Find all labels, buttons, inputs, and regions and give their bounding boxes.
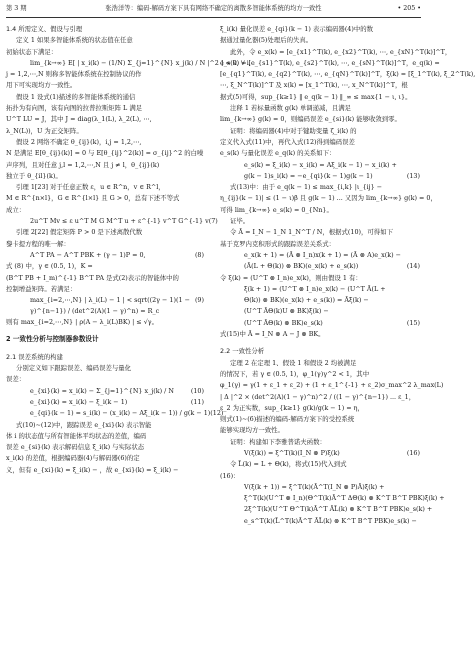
equation-body: (Ā(L + Θ(k)) ⊗ BK)(e_x(k) + e_s(k)): [244, 262, 359, 271]
equation-body: g(k − 1)s_i(k) = −e_{qi}(k − 1)g(k − 1): [244, 171, 373, 180]
text-line: 基于克罗内克积形式的跟踪误差关系式：: [220, 239, 336, 248]
equation: [6, 386, 206, 397]
equation-body: Θ(k)) ⊗ BK)(e_x(k) + e_s(k)) = Āξ(k) −: [244, 296, 369, 305]
equation: [220, 482, 422, 493]
equation: [220, 516, 422, 527]
text-line: 证毕。: [230, 217, 250, 226]
equation: [220, 284, 422, 295]
text-line: 则有 max_{i=2,⋯,N} | ρ(A − λ_i(L)BK) | ≤ √γ。: [6, 318, 158, 327]
equation: [220, 295, 422, 306]
text-line: (B^T PB + I_m)^{-1} B^T PA 是式(2)表示的智能体中的: [6, 273, 179, 282]
page-number: • 205 •: [397, 5, 421, 12]
equation-body: ξ(k + 1) = (U^T ⊗ I_n)e_x(k) − (U^T Ā(L +: [244, 284, 386, 293]
equation-body: V(ξ(k)) = ξ^T(k)(I_N ⊗ P)ξ(k): [244, 448, 340, 457]
text-line: 控制增益矩阵。若满足：: [6, 284, 77, 293]
subsection-heading: 1.4 所需定义、假设与引理: [6, 25, 83, 33]
text-line: e_s(k) 与量化误差 e_q(k) 的关系如下：: [220, 149, 336, 158]
equation: [220, 261, 422, 272]
equation-number: (11): [190, 397, 204, 406]
text-line: 分别定义如下跟踪误差、编码误差与量化: [16, 364, 132, 373]
text-line: 误差：: [6, 375, 26, 384]
text-line: 据通过量化器(5)处理后的失真。: [220, 36, 313, 45]
equation: [220, 171, 422, 182]
text-line: 体 i 的状态值与所有智能体平均状态的差值，编码: [6, 431, 147, 440]
page-header: [6, 3, 421, 15]
running-title: 张浩洋等：编码-解码方案下具有网络不确定的离散多智能体系统的均方一致性: [105, 5, 322, 12]
header-rule: [6, 17, 421, 18]
equation-body: (U^T ĀΘ(k)U ⊗ BK)ξ(k) −: [244, 307, 329, 316]
equation-body: V(ξ(k + 1)) = ξ^T(k)(Ā^T(I_N ⊗ P)Ā)ξ(k) +: [244, 482, 385, 491]
equation-body: A^T PA − A^T PBK + (γ − 1)P = 0,: [30, 250, 146, 259]
text-line: 令 L̃(k) = L + Θ(k)，将式(15)代入到式: [230, 460, 347, 469]
text-line: 引理 2[22] 假定矩阵 P > 0 是下述离散代数: [16, 228, 143, 237]
text-line: 黎卡提方程的唯一解：: [6, 239, 70, 248]
equation: [220, 250, 422, 261]
equation: [6, 408, 224, 419]
equation: [220, 318, 422, 329]
equation: [6, 250, 206, 261]
text-line: 声序列，且对任意 j,l = 1,2,⋯,N 且 j ≠ l，θ_{ij}(k): [6, 160, 160, 169]
equation-number: (10): [190, 386, 204, 395]
equation: [220, 448, 422, 459]
text-line: ⋯, ξ_N^T(k)]^T 及 x(k) = [x_1^T(k), ⋯, x_N^T(k)]^T，根: [220, 81, 408, 90]
text-line: N 是满足 E[θ_{ij}(k)] = 0 与 E[θ_{ij}^2(k)] = σ_{ij}^2 的白噪: [6, 149, 204, 158]
text-line: 式 (8) 中，γ ∈ (0.5, 1)，K =: [6, 262, 93, 271]
text-line: lim_{k→∞} g(k) = 0，则编码误差 e_{si}(k) 能够收敛到零。: [220, 115, 401, 124]
text-line: 引理 1[23] 对于任意正数 ε，u ∈ R^n，v ∈ R^l，: [16, 183, 165, 192]
equation: [6, 397, 206, 408]
text-line: 的情况下，若 γ ∈ (0.5, 1)，φ_1(γ)γ^2 < 1，其中: [220, 369, 370, 378]
text-line: 式(15)中 Ā = I_N ⊗ A − J ⊗ BK。: [220, 330, 325, 339]
equation-number: (8): [194, 250, 204, 259]
text-line: 用下可实现均方一致性。: [6, 81, 77, 90]
text-line: 式(13)中：由于 e_q(k − 1) ≤ max_{i,k} |ι_{ij} −: [230, 183, 383, 192]
text-line: 令 ξ(k) = (U^T ⊗ I_n)e_x(k)，则由假设 1 有：: [220, 273, 362, 282]
subsection-heading: 2.2 一致性分析: [220, 347, 265, 356]
equation-body: lim_{k→∞} E[ | x_i(k) − (1/N) Σ_{j=1}^{N} x_j(k) / N |^2 ] = 0, ∀ i,: [30, 58, 251, 67]
equation-body: e_{qi}(k − 1) = s_i(k) − (x_i(k) − Aξ_i(k − 1)) / g(k − 1): [30, 409, 211, 418]
equation-number: (9): [194, 296, 204, 305]
equation: [220, 160, 422, 171]
equation-body: e_x(k + 1) = (Ā ⊗ I_n)x(k + 1) = (Ā ⊗ A)e_x(k) −: [244, 250, 402, 259]
text-line: 成立：: [6, 205, 26, 214]
equation: [6, 295, 206, 317]
text-line: M ∈ R^{n×l}，G ∈ R^{l×l} 且 G > 0，总有下述不等式: [6, 194, 180, 203]
text-line: 式(10)∼(12)中，跟踪误差 e_{xi}(k) 表示智能: [16, 420, 152, 429]
text-line: 证明：将编码器(4)中对于键助变量 ζ_i(k) 的: [230, 126, 357, 135]
text-line: 初始状态下满足：: [6, 47, 58, 56]
equation-body: e_s^T(k)(L̃^T(k)Ā^T ĀL̃(k) ⊗ K^T B^T PBK)e_s(k) −: [244, 516, 417, 525]
equation-number: (14): [406, 262, 420, 271]
text-line: λ_N(L))，U 为正交矩阵。: [6, 126, 83, 135]
text-line: 则式(1)∼(6)描述的编码-解码方案下的受控系统: [220, 415, 355, 424]
text-line: U^T LU = J，其中 J = diag(λ_1(L), λ_2(L), ⋯,: [6, 115, 152, 124]
text-line: 证明：构建如下李雅普诺夫函数：: [230, 437, 326, 446]
subsection-heading: 2.1 误差系统的构建: [6, 352, 63, 361]
equation-number: (12): [210, 409, 224, 418]
text-line: 可得 lim_{k→∞} e_s(k) = 0_{Nn}。: [220, 205, 333, 214]
text-line: e_s(k) = [e_{s1}^T(k), e_{s2}^T(k), ⋯, e_{sN}^T(k)]^T，e_q(k) =: [220, 58, 440, 67]
text-line: 义，但有 e_{xi}(k) = ξ_i(k) − ，故 e_{xi}(k) = ξ_i(k) −: [6, 465, 179, 474]
text-line: 令 Ā = I_N − 1_N 1_N^T / N，根据式(10)，可得如下: [230, 228, 393, 237]
equation: [220, 306, 422, 317]
equation-number: (15): [406, 318, 420, 327]
equation-body: e_{xi}(k) = x_i(k) − Σ_{j=1}^{N} x_j(k) / N: [30, 386, 174, 395]
text-line: 此外，令 e_x(k) = [e_{x1}^T(k), e_{x2}^T(k), ⋯, e_{xN}^T(k)]^T，: [230, 47, 452, 56]
equation-number: (16): [406, 448, 420, 457]
text-line: 假设 1 设式(1)描述的多智能体系统的通信: [16, 92, 136, 101]
issue-label: 第 3 期: [6, 5, 27, 12]
text-line: φ_1(γ) = γ(1 + ε_1 + ε_2) + (1 + ε_1^{-1} + ε_2)σ_max^2 λ_max(L): [220, 381, 444, 390]
equation: [6, 58, 251, 69]
equation: [220, 504, 433, 515]
equation-body: (U^T ĀΘ(k) ⊗ BK)e_s(k): [244, 318, 323, 327]
text-line: ξ_i(k) 量化误差 e_{qi}(k − 1) 表示编码器(4)中的数: [220, 25, 374, 33]
text-line: η_{ij}(k − 1)| ≤ (1 − ι)β 且 g(k − 1) ... 又因为 lim_{k→∞} g(k) = 0，: [220, 194, 437, 203]
section-heading: 2 一致性分析与控制器参数设计: [6, 335, 99, 344]
equation-body: e_s(k) = ξ_i(k) − x_i(k) = Aξ_i(k − 1) − x_i(k) +: [244, 160, 397, 169]
text-line: 注释 1 若标量函数 g(k) 单调递减，且满足: [230, 104, 351, 113]
equation: [6, 216, 218, 227]
equation-body: e_{xi}(k) = x_i(k) − ξ_i(k − 1): [30, 397, 128, 406]
text-line: j = 1,2,⋯,N 则称多智能体系统在控制协议的作: [6, 70, 142, 79]
text-line: x_i(k) 的差值，根据编码器(4)与解码器(6)的定: [6, 454, 140, 463]
equation-body: ξ^T(k)(U^T ⊗ I_n)(Θ^T(k)Ā^T ΔΘ(k) ⊗ K^T B^T PBK)ξ(k) +: [244, 494, 445, 503]
equation-body: max_{i=2,⋯,N} | λ_i(L) − 1 | < sqrt((2γ − 1)(1 − γ)^{n−1}) / (det^2(A)(1 − γ)^n) = R_c: [30, 296, 190, 316]
text-line: 能够实现均方一致性。: [220, 426, 284, 435]
equation-number: (7): [208, 217, 218, 226]
text-line: (16)：: [220, 471, 240, 480]
text-line: 独立于 θ_{il}(k)。: [6, 171, 62, 180]
equation: [220, 493, 445, 504]
text-line: 定义 1 如果多智能体系统的状态值在任意: [16, 36, 133, 45]
text-line: 定理 2 在定理 1、假设 1 和假设 2 均被满足: [230, 358, 357, 367]
text-line: 定义代入式(11)中，再代入式(12)得到编码误差: [220, 137, 355, 146]
text-line: ε_2 为正实数，sup_{k≥1} g(k)/g(k − 1) = η，: [220, 403, 364, 412]
text-line: | Δ |^2 × (det^2(A)(1 − γ)^n)^2 / ((1 − γ)^{n−1}) ... ε_1，: [220, 392, 416, 401]
equation-body: 2u^T Mv ≤ ε u^T M G M^T u + ε^{-1} v^T G^{-1} v: [30, 217, 209, 226]
equation-body: 2ξ^T(k)(U^T Θ^T(k)Ā^T ĀL̃(k) ⊗ K^T B^T PBK)e_s(k) +: [244, 505, 433, 514]
text-line: [e_{q1}^T(k), e_{q2}^T(k), ⋯, e_{qN}^T(k)]^T，ξ(k) = [ξ_1^T(k), ξ_2^T(k),: [220, 70, 475, 79]
equation-number: (13): [406, 171, 420, 180]
text-line: 假设 2 网络不确定 θ_{ij}(k)，i,j = 1,2,⋯,: [16, 137, 142, 146]
text-line: 拓扑为有向图，该有向图的拉普拉斯矩阵 L 满足: [6, 104, 143, 113]
text-line: 据式(5)可得，sup_{k≥1} ‖ e_q(k − 1) ‖_∞ ≤ max{1 − ι, ι}。: [220, 92, 412, 101]
right-column: [220, 24, 475, 527]
text-line: 误差 e_{si}(k) 表示解码信息 ξ_i(k) 与实际状态: [6, 443, 145, 452]
